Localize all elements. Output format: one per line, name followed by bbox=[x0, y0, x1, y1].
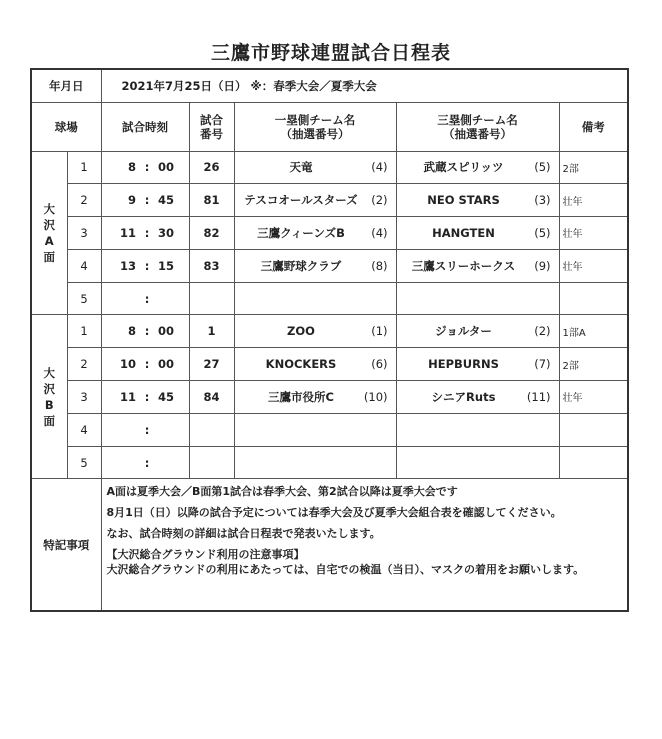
team-third-base bbox=[396, 249, 559, 282]
game-time bbox=[101, 249, 189, 282]
venue-char: 大 bbox=[43, 365, 55, 380]
game-number bbox=[189, 413, 234, 446]
team-third-base bbox=[396, 446, 559, 479]
game-time bbox=[101, 381, 189, 414]
header-team1 bbox=[234, 102, 396, 151]
table-row bbox=[31, 249, 628, 282]
date-value: 2021年7月25日（日） ※：春季大会／夏季大会 bbox=[101, 69, 628, 102]
lottery-number: (5) bbox=[534, 160, 551, 175]
team-third-base bbox=[396, 348, 559, 381]
note-line: 【大沢総合グラウンド利用の注意事項】 bbox=[106, 548, 305, 562]
game-time bbox=[101, 446, 189, 479]
lottery-number: (1) bbox=[371, 324, 388, 339]
time-sep: : bbox=[144, 324, 150, 339]
remark: 壮年 bbox=[559, 249, 628, 282]
table-row bbox=[31, 151, 628, 184]
lottery-number: (7) bbox=[534, 357, 551, 372]
lottery-number: (4) bbox=[371, 225, 388, 240]
notes-content bbox=[101, 479, 628, 611]
header-team1-line2: （抽選番号） bbox=[280, 126, 350, 141]
notes-label: 特記事項 bbox=[31, 479, 101, 611]
row-number: 2 bbox=[67, 184, 101, 217]
row-number: 2 bbox=[67, 348, 101, 381]
remark: 1部A bbox=[559, 315, 628, 348]
lottery-number: (4) bbox=[371, 160, 388, 175]
table-row bbox=[31, 413, 628, 446]
team-first-base bbox=[234, 315, 396, 348]
time-hour: 8 bbox=[127, 160, 136, 175]
lottery-number: (11) bbox=[526, 389, 551, 404]
remark: 壮年 bbox=[559, 217, 628, 250]
team-name: HEPBURNS bbox=[428, 357, 499, 372]
game-number: 84 bbox=[189, 381, 234, 414]
venue-char: 沢 bbox=[43, 381, 55, 396]
time-hour: 13 bbox=[119, 258, 136, 273]
game-number: 1 bbox=[189, 315, 234, 348]
team-name: 三鷹市役所C bbox=[268, 389, 334, 404]
team-first-base bbox=[234, 184, 396, 217]
venue-char: 大 bbox=[43, 201, 55, 216]
team-first-base bbox=[234, 446, 396, 479]
team-first-base bbox=[234, 381, 396, 414]
team-first-base bbox=[234, 282, 396, 315]
table-row bbox=[31, 282, 628, 315]
team-name: 天竜 bbox=[289, 160, 313, 175]
lottery-number: (10) bbox=[363, 389, 388, 404]
venue-char: 沢 bbox=[43, 217, 55, 232]
game-number bbox=[189, 282, 234, 315]
time-minute: 00 bbox=[158, 357, 175, 372]
remark: 2部 bbox=[559, 348, 628, 381]
lottery-number: (3) bbox=[534, 193, 551, 208]
remark: 壮年 bbox=[559, 184, 628, 217]
time-sep: : bbox=[144, 193, 150, 208]
header-game-no bbox=[189, 102, 234, 151]
header-game-no-line2: 番号 bbox=[200, 126, 223, 141]
team-third-base bbox=[396, 282, 559, 315]
venue-char: 面 bbox=[43, 249, 55, 264]
time-minute: 00 bbox=[158, 160, 175, 175]
team-name: NEO STARS bbox=[427, 193, 500, 208]
team-third-base bbox=[396, 217, 559, 250]
row-number: 1 bbox=[67, 315, 101, 348]
venue-label bbox=[31, 315, 67, 479]
team-third-base bbox=[396, 151, 559, 184]
time-minute: 15 bbox=[158, 258, 175, 273]
time-hour: 8 bbox=[127, 324, 136, 339]
date-row bbox=[31, 69, 628, 102]
time-hour: 11 bbox=[119, 225, 136, 240]
note-line: A面は夏季大会／B面第1試合は春季大会、第2試合以降は夏季大会です bbox=[106, 485, 458, 499]
team-name: 三鷹クィーンズB bbox=[257, 225, 345, 240]
time-minute: 00 bbox=[158, 324, 175, 339]
time-sep: : bbox=[144, 389, 150, 404]
header-team3 bbox=[396, 102, 559, 151]
time-sep: : bbox=[144, 225, 150, 240]
note-line: 8月1日（日）以降の試合予定については春季大会及び夏季大会組合表を確認してください。 bbox=[106, 506, 562, 520]
lottery-number: (6) bbox=[371, 357, 388, 372]
row-number: 3 bbox=[67, 381, 101, 414]
time-hour: 10 bbox=[119, 357, 136, 372]
row-number: 3 bbox=[67, 217, 101, 250]
remark bbox=[559, 413, 628, 446]
row-number: 4 bbox=[67, 413, 101, 446]
header-field: 球場 bbox=[31, 102, 101, 151]
page-title: 三鷹市野球連盟試合日程表 bbox=[210, 42, 451, 64]
time-minute: 30 bbox=[158, 225, 175, 240]
game-time bbox=[101, 348, 189, 381]
time-sep: : bbox=[144, 357, 150, 372]
header-remarks: 備考 bbox=[559, 102, 628, 151]
remark bbox=[559, 282, 628, 315]
time-sep: : bbox=[144, 160, 150, 175]
game-number bbox=[189, 446, 234, 479]
header-time: 試合時刻 bbox=[101, 102, 189, 151]
header-team3-line1: 三塁側チーム名 bbox=[437, 112, 518, 127]
game-number: 27 bbox=[189, 348, 234, 381]
lottery-number: (9) bbox=[534, 258, 551, 273]
table-row bbox=[31, 217, 628, 250]
team-name: 武蔵スピリッツ bbox=[423, 160, 504, 175]
remark: 2部 bbox=[559, 151, 628, 184]
lottery-number: (8) bbox=[371, 258, 388, 273]
header-team3-line2: （抽選番号） bbox=[443, 126, 512, 141]
team-name: ジョルター bbox=[435, 324, 492, 339]
venue-char: 面 bbox=[43, 413, 55, 428]
lottery-number: (5) bbox=[534, 225, 551, 240]
team-name: テスコオールスターズ bbox=[244, 193, 358, 208]
team-first-base bbox=[234, 249, 396, 282]
schedule-table bbox=[30, 68, 629, 612]
time-sep: : bbox=[144, 422, 150, 437]
game-number: 26 bbox=[189, 151, 234, 184]
team-third-base bbox=[396, 315, 559, 348]
game-time bbox=[101, 282, 189, 315]
notes-row bbox=[31, 479, 628, 611]
time-minute: 45 bbox=[158, 193, 175, 208]
time-hour: 11 bbox=[119, 389, 136, 404]
table-row bbox=[31, 446, 628, 479]
table-row bbox=[31, 348, 628, 381]
time-hour: 9 bbox=[127, 193, 136, 208]
remark: 壮年 bbox=[559, 381, 628, 414]
team-first-base bbox=[234, 217, 396, 250]
table-row bbox=[31, 184, 628, 217]
team-first-base bbox=[234, 348, 396, 381]
time-sep: : bbox=[144, 455, 150, 470]
team-first-base bbox=[234, 151, 396, 184]
team-name: ZOO bbox=[287, 324, 315, 339]
team-name: シニアRuts bbox=[431, 389, 496, 404]
remark bbox=[559, 446, 628, 479]
game-time bbox=[101, 315, 189, 348]
game-time bbox=[101, 217, 189, 250]
note-line: なお、試合時刻の詳細は試合日程表で発表いたします。 bbox=[106, 527, 381, 541]
header-game-no-line1: 試合 bbox=[200, 112, 223, 127]
lottery-number: (2) bbox=[534, 324, 551, 339]
date-label: 年月日 bbox=[31, 69, 101, 102]
note-line: 大沢総合グラウンドの利用にあたっては、自宅での検温（当日）、マスクの着用をお願いします。 bbox=[106, 563, 585, 577]
row-number: 4 bbox=[67, 249, 101, 282]
time-sep: : bbox=[144, 258, 150, 273]
time-minute: 45 bbox=[158, 389, 175, 404]
time-sep: : bbox=[144, 291, 150, 306]
game-time bbox=[101, 184, 189, 217]
header-team1-line1: 一塁側チーム名 bbox=[274, 112, 356, 127]
header-row bbox=[31, 102, 628, 151]
team-third-base bbox=[396, 184, 559, 217]
team-third-base bbox=[396, 413, 559, 446]
team-first-base bbox=[234, 413, 396, 446]
row-number: 5 bbox=[67, 282, 101, 315]
row-number: 5 bbox=[67, 446, 101, 479]
lottery-number: (2) bbox=[371, 193, 388, 208]
game-time bbox=[101, 413, 189, 446]
venue-char: B bbox=[44, 397, 54, 412]
game-number: 81 bbox=[189, 184, 234, 217]
team-name: KNOCKERS bbox=[265, 357, 337, 372]
team-third-base bbox=[396, 381, 559, 414]
team-name: 三鷹野球クラブ bbox=[260, 258, 342, 273]
table-row bbox=[31, 381, 628, 414]
game-time bbox=[101, 151, 189, 184]
venue-label bbox=[31, 151, 67, 315]
game-number: 82 bbox=[189, 217, 234, 250]
team-name: 三鷹スリーホークス bbox=[411, 258, 516, 273]
table-row bbox=[31, 315, 628, 348]
team-name: HANGTEN bbox=[432, 225, 495, 240]
row-number: 1 bbox=[67, 151, 101, 184]
venue-char: A bbox=[44, 233, 54, 248]
game-number: 83 bbox=[189, 249, 234, 282]
